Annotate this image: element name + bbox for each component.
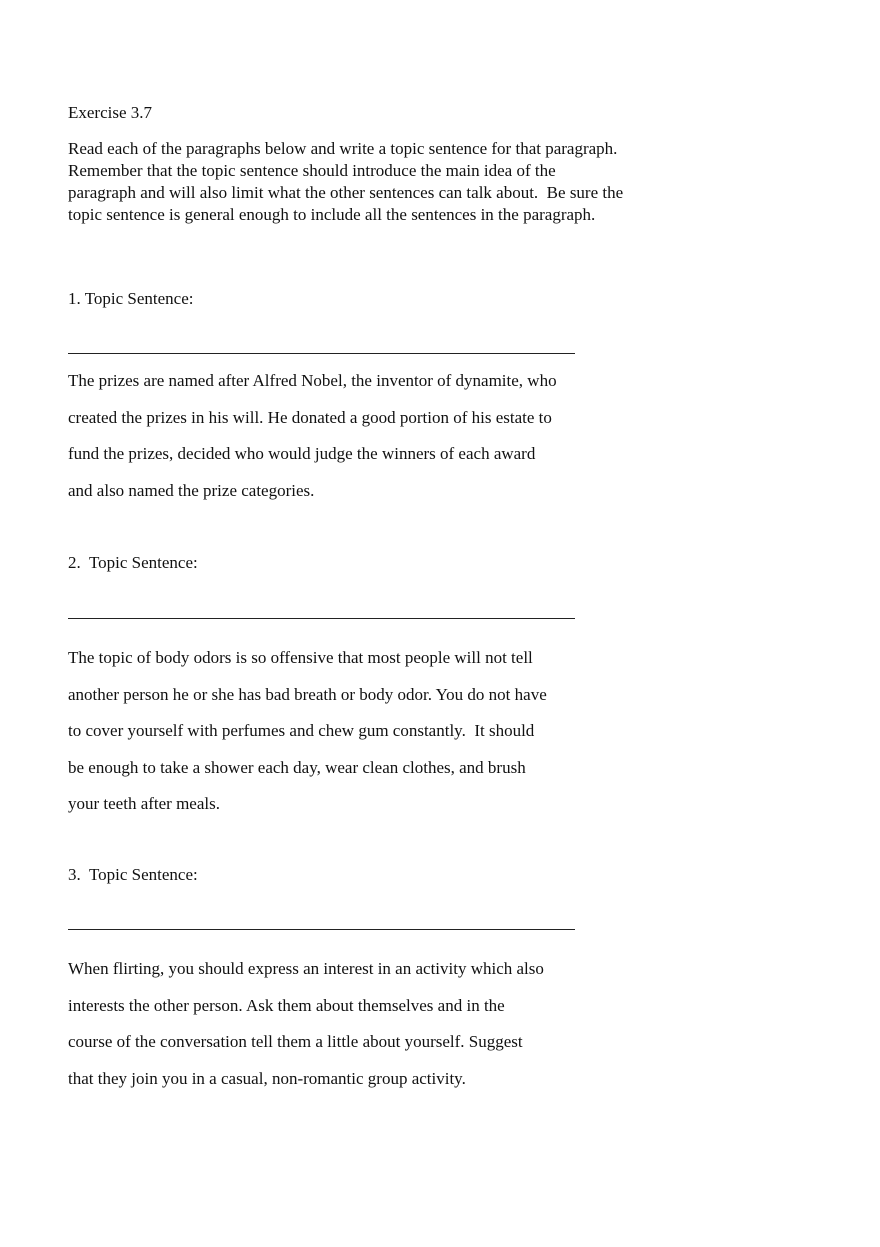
section-1-paragraph bbox=[68, 370, 628, 516]
section-2-answer-line[interactable] bbox=[68, 618, 575, 619]
paragraph-line: When flirting, you should express an interest in an activity which also bbox=[68, 959, 544, 978]
paragraph-line: interests the other person. Ask them about themselves and in the bbox=[68, 995, 505, 1015]
paragraph-line: that they join you in a casual, non-romantic group activity. bbox=[68, 1068, 466, 1088]
paragraph-line: another person he or she has bad breath or body odor. You do not have bbox=[68, 684, 547, 704]
instructions-line: paragraph and will also limit what the other sentences can talk about. Be sure the bbox=[68, 183, 624, 202]
section-3-label: 3. Topic Sentence: bbox=[68, 865, 198, 884]
paragraph-line: created the prizes in his will. He donated a good portion of his estate to bbox=[68, 407, 552, 427]
paragraph-line: your teeth after meals. bbox=[68, 794, 220, 813]
exercise-title: Exercise 3.7 bbox=[68, 103, 153, 122]
paragraph-line: The topic of body odors is so offensive that most people will not tell bbox=[68, 648, 533, 667]
paragraph-line: be enough to take a shower each day, wear clean clothes, and brush bbox=[68, 757, 526, 777]
instructions-line: Remember that the topic sentence should introduce the main idea of the bbox=[68, 161, 556, 180]
instructions-line: topic sentence is general enough to include all the sentences in the paragraph. bbox=[68, 205, 596, 224]
paragraph-line: and also named the prize categories. bbox=[68, 480, 315, 500]
paragraph-line: to cover yourself with perfumes and chew gum constantly. It should bbox=[68, 721, 535, 740]
paragraph-line: course of the conversation tell them a little about yourself. Suggest bbox=[68, 1032, 523, 1051]
section-2-label: 2. Topic Sentence: bbox=[68, 553, 198, 572]
section-1-answer-line[interactable] bbox=[68, 353, 575, 354]
instructions-line: Read each of the paragraphs below and write a topic sentence for that paragraph. bbox=[68, 139, 618, 158]
section-2-paragraph bbox=[68, 647, 628, 830]
section-1-label: 1. Topic Sentence: bbox=[68, 289, 194, 308]
section-3-paragraph bbox=[68, 958, 628, 1104]
paragraph-line: fund the prizes, decided who would judge the winners of each award bbox=[68, 444, 536, 463]
paragraph-line: The prizes are named after Alfred Nobel, the inventor of dynamite, who bbox=[68, 371, 557, 390]
instructions-paragraph bbox=[68, 138, 668, 226]
section-3-answer-line[interactable] bbox=[68, 929, 575, 930]
